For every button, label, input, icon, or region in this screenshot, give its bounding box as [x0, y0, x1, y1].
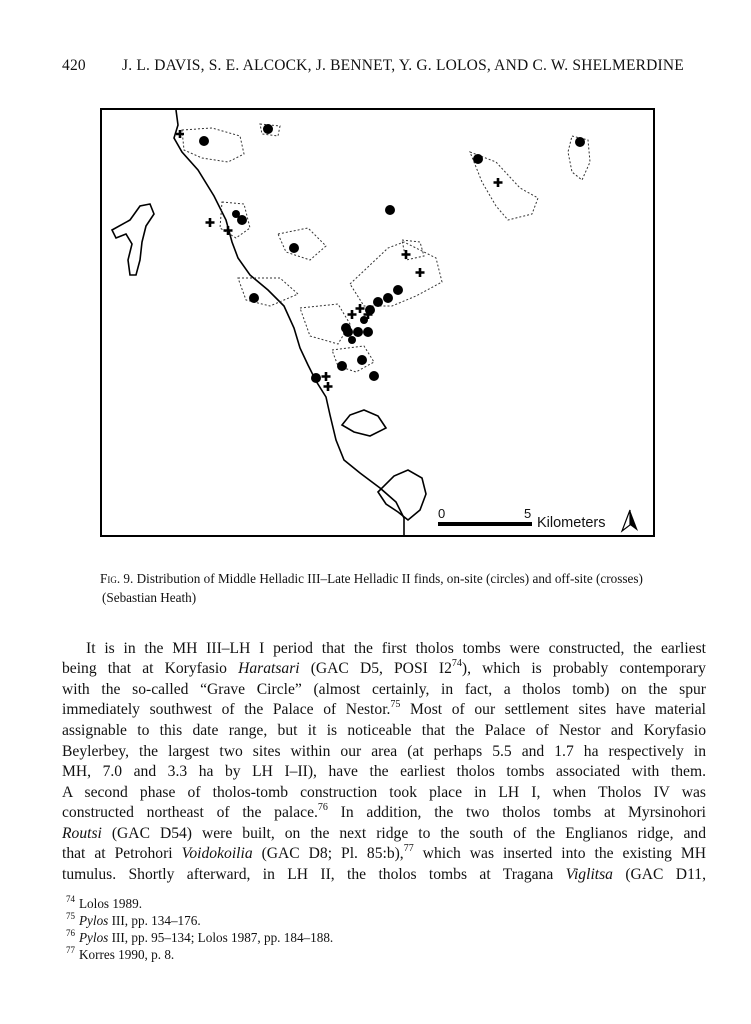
footnote: $^{74}$ Lolos 1989. [66, 893, 143, 911]
body-line: It is in the MH III–LH I period that the first tholos tombs were constructed, the earliest [86, 640, 706, 657]
on-site-find-marker [343, 327, 353, 337]
on-site-find-marker [337, 361, 347, 371]
off-site-finds [176, 130, 503, 391]
footnote: $^{77}$ Korres 1990, p. 8. [66, 944, 175, 962]
footnote-ref: 75 [390, 698, 401, 710]
north-arrow-icon [620, 509, 640, 533]
off-site-find-marker [348, 310, 357, 319]
on-site-find-marker [385, 205, 395, 215]
map-drawing [102, 110, 653, 535]
scale-bar-line [438, 522, 532, 526]
bay-coastline [342, 410, 386, 436]
on-site-find-marker [353, 327, 363, 337]
on-site-find-marker [383, 293, 393, 303]
distribution-map-figure [100, 108, 655, 537]
footnote-ref: 74 [451, 657, 462, 669]
scale-zero-label: 0 [438, 506, 446, 521]
body-line: Beylerbey, the largest two sites within our area (at perhaps 5.5 and 1.7 ha respectively in [62, 743, 706, 760]
mainland-coastline [174, 110, 404, 535]
body-line: that at Petrohori Voidokoilia (GAC D8; Pl. 85:b),$^{77}$ which was inserted into the existing MH [62, 842, 707, 862]
site-name: Haratsari [238, 660, 300, 677]
on-site-find-marker [199, 136, 209, 146]
author-line: J. L. DAVIS, S. E. ALCOCK, J. BENNET, Y. G. LOLOS, AND C. W. SHELMERDINE [122, 57, 684, 74]
on-site-find-marker [373, 297, 383, 307]
off-site-find-marker [324, 382, 333, 391]
off-site-find-marker [402, 250, 411, 259]
figure-caption [100, 569, 700, 607]
off-site-find-marker [176, 130, 184, 138]
body-line: with the so-called “Grave Circle” (almost certainly, in fact, a tholos tomb) on the spur [62, 681, 706, 698]
off-site-find-marker [322, 372, 331, 381]
body-line: Routsi (GAC D54) were built, on the next ridge to the south of the Englianos ridge, and [62, 825, 706, 842]
running-header [62, 57, 702, 79]
off-site-find-marker [494, 178, 503, 187]
site-name: Viglitsa [565, 866, 613, 883]
on-site-find-marker [289, 243, 299, 253]
on-site-find-marker [393, 285, 403, 295]
footnote: $^{76}$ Pylos III, pp. 95–134; Lolos 1987, pp. 184–188. [66, 927, 334, 945]
site-name: Routsi [62, 825, 102, 842]
off-site-find-marker [224, 226, 233, 235]
island-outline [112, 204, 154, 275]
survey-zone [300, 304, 350, 344]
survey-zone [238, 278, 298, 306]
on-site-find-marker [311, 373, 321, 383]
on-site-find-marker [575, 137, 585, 147]
on-site-find-marker [348, 336, 356, 344]
on-site-find-marker [237, 215, 247, 225]
off-site-find-marker [206, 218, 215, 227]
footnote-ref: 76 [317, 801, 328, 813]
on-site-find-marker [357, 355, 367, 365]
on-site-find-marker [369, 371, 379, 381]
on-site-find-marker [363, 327, 373, 337]
caption-credit: (Sebastian Heath) [102, 590, 197, 605]
body-line: being that at Koryfasio Haratsari (GAC D5, POSI $I2^{74}$), which is probably contemporary [62, 657, 706, 677]
on-site-finds [199, 124, 585, 383]
off-site-find-marker [416, 268, 425, 277]
body-line: A second phase of tholos-tomb construction took place in LH I, when Tholos IV was [62, 784, 706, 801]
figure-label: Fig. 9. [100, 571, 134, 586]
body-line: constructed northeast of the palace.$^{76}$ In addition, the two tholos tombs at Myrsinohori [62, 801, 706, 821]
footnote-ref: 77 [403, 842, 414, 854]
caption-text: Distribution of Middle Helladic III–Late Helladic II finds, on-site (circles) and off-site (crosses) [136, 571, 643, 586]
on-site-find-marker [249, 293, 259, 303]
footnote: $^{75}$ Pylos III, pp. 134–176. [66, 910, 201, 928]
body-line: immediately southwest of the Palace of Nestor.$^{75}$ Most of our settlement sites have material [62, 698, 706, 718]
off-site-find-marker [356, 304, 365, 313]
scale-five-label: 5 [524, 506, 532, 521]
scale-bar [434, 506, 654, 533]
page-number: 420 [62, 57, 86, 74]
body-line: assignable to this date range, but it is noticeable that the Palace of Nestor and Koryfasio [62, 722, 706, 739]
survey-zone [278, 228, 326, 260]
body-line: MH, 7.0 and 3.3 ha by LH I–II), have the earliest tholos tombs associated with them. [62, 763, 706, 780]
survey-zone [350, 242, 442, 306]
on-site-find-marker [473, 154, 483, 164]
site-name: Voidokoilia [181, 845, 253, 862]
survey-zone [182, 128, 244, 162]
on-site-find-marker [263, 124, 273, 134]
scale-unit-label: Kilometers [537, 515, 606, 531]
body-line: tumulus. Shortly afterward, in LH II, the tholos tombs at Tragana Viglitsa (GAC D11, [62, 866, 706, 883]
